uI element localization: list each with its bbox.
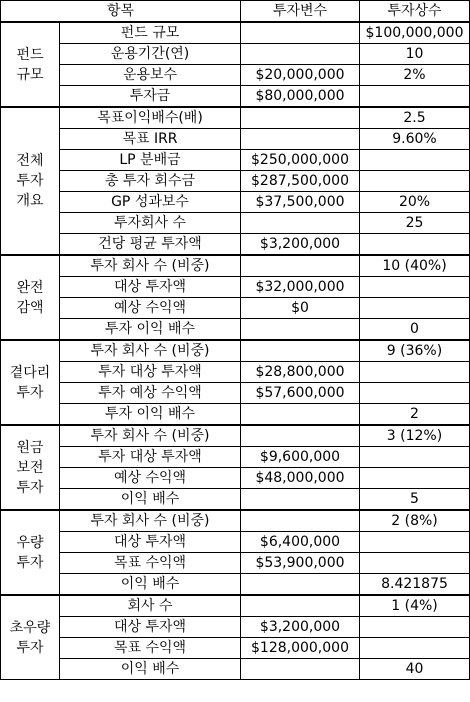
group-label-line: 투자: [16, 554, 44, 571]
header-constant[interactable]: 투자상수: [360, 1, 470, 23]
item-cell[interactable]: 건당 평균 투자액: [60, 234, 241, 256]
table-row: [1, 129, 470, 150]
table-row: [1, 234, 470, 256]
item-cell[interactable]: 대상 투자액: [60, 617, 241, 638]
table-row: [1, 192, 470, 213]
constant-cell[interactable]: 9 (36%): [360, 340, 470, 362]
variable-cell[interactable]: $20,000,000: [241, 65, 360, 86]
item-cell[interactable]: 펀드 규모: [60, 22, 241, 44]
table-row: [1, 86, 470, 108]
group-label-line: 감액: [16, 299, 44, 316]
item-cell[interactable]: 투자회사 수: [60, 213, 241, 234]
table-row: [1, 22, 470, 44]
item-cell[interactable]: 투자 회사 수 (비중): [60, 340, 241, 362]
variable-cell[interactable]: $9,600,000: [241, 447, 360, 468]
group-label-line: 곁다리: [9, 364, 51, 381]
table-row: [1, 255, 470, 277]
constant-cell[interactable]: 0: [360, 319, 470, 341]
group-label-line: 개요: [16, 193, 44, 209]
group-label-line: 완전: [16, 279, 44, 296]
variable-cell[interactable]: $0: [241, 298, 360, 319]
item-cell[interactable]: 투자 이익 배수: [60, 404, 241, 426]
table-row: [1, 617, 470, 638]
variable-cell[interactable]: [241, 404, 360, 426]
item-cell[interactable]: 투자 회사 수 (비중): [60, 425, 241, 447]
variable-cell[interactable]: $32,000,000: [241, 277, 360, 298]
item-cell[interactable]: 목표 수익액: [60, 553, 241, 574]
variable-cell[interactable]: $28,800,000: [241, 362, 360, 383]
item-cell[interactable]: 투자 대상 투자액: [60, 362, 241, 383]
table-row: [1, 468, 470, 489]
item-cell[interactable]: 예상 수익액: [60, 298, 241, 319]
item-cell[interactable]: 이익 배수: [60, 489, 241, 511]
constant-cell[interactable]: 40: [360, 659, 470, 680]
constant-cell[interactable]: [360, 277, 470, 298]
variable-cell[interactable]: $287,500,000: [241, 171, 360, 192]
table-row: [1, 489, 470, 511]
variable-cell[interactable]: $57,600,000: [241, 383, 360, 404]
constant-cell[interactable]: [360, 468, 470, 489]
group-label-line: 초우량: [9, 619, 51, 636]
table-row: [1, 659, 470, 680]
item-cell[interactable]: 투자 이익 배수: [60, 319, 241, 341]
constant-cell[interactable]: 1 (4%): [360, 595, 470, 617]
table-row: [1, 595, 470, 617]
group-label-cell[interactable]: [1, 22, 60, 107]
item-cell[interactable]: 회사 수: [60, 595, 241, 617]
constant-cell[interactable]: 9.60%: [360, 129, 470, 150]
table-row: [1, 298, 470, 319]
item-cell[interactable]: 이익 배수: [60, 574, 241, 596]
variable-cell[interactable]: [241, 340, 360, 362]
constant-cell[interactable]: [360, 171, 470, 192]
constant-cell[interactable]: [360, 234, 470, 256]
constant-cell[interactable]: [360, 638, 470, 659]
table-row: [1, 150, 470, 171]
constant-cell[interactable]: [360, 447, 470, 468]
variable-cell[interactable]: $3,200,000: [241, 234, 360, 256]
group-label-line: 투자: [16, 384, 44, 401]
table-row: [1, 553, 470, 574]
table-row: [1, 319, 470, 341]
item-cell[interactable]: 운용기간(연): [60, 44, 241, 65]
constant-cell[interactable]: 5: [360, 489, 470, 511]
constant-cell[interactable]: [360, 150, 470, 171]
group-label-line: 투자: [16, 479, 44, 496]
constant-cell[interactable]: 10: [360, 44, 470, 65]
table-row: [1, 213, 470, 234]
table-row: [1, 447, 470, 468]
table-row: [1, 510, 470, 532]
constant-cell[interactable]: 2: [360, 404, 470, 426]
table-row: [1, 425, 470, 447]
item-cell[interactable]: 투자 회사 수 (비중): [60, 255, 241, 277]
item-cell[interactable]: 대상 투자액: [60, 277, 241, 298]
constant-cell[interactable]: [360, 86, 470, 108]
group-label-line: 규모: [16, 66, 44, 83]
constant-cell[interactable]: 8.421875: [360, 574, 470, 596]
item-cell[interactable]: 투자금: [60, 86, 241, 108]
item-cell[interactable]: 총 투자 회수금: [60, 171, 241, 192]
group-label-cell[interactable]: [1, 340, 60, 425]
variable-cell[interactable]: [241, 213, 360, 234]
variable-cell[interactable]: [241, 425, 360, 447]
group-label-line: 투자: [16, 639, 44, 656]
table-row: [1, 277, 470, 298]
constant-cell[interactable]: [360, 617, 470, 638]
variable-cell[interactable]: [241, 22, 360, 44]
item-cell[interactable]: 이익 배수: [60, 659, 241, 680]
variable-cell[interactable]: $6,400,000: [241, 532, 360, 553]
variable-cell[interactable]: [241, 319, 360, 341]
item-cell[interactable]: 투자 예상 수익액: [60, 383, 241, 404]
item-cell[interactable]: 투자 대상 투자액: [60, 447, 241, 468]
constant-cell[interactable]: 2%: [360, 65, 470, 86]
group-label-line: 우량: [16, 534, 44, 551]
constant-cell[interactable]: [360, 553, 470, 574]
table-row: [1, 638, 470, 659]
item-cell[interactable]: 운용보수: [60, 65, 241, 86]
constant-cell[interactable]: 20%: [360, 192, 470, 213]
variable-cell[interactable]: $250,000,000: [241, 150, 360, 171]
table-row: [1, 171, 470, 192]
item-cell[interactable]: 대상 투자액: [60, 532, 241, 553]
header-item[interactable]: 항목: [1, 1, 241, 23]
variable-cell[interactable]: [241, 489, 360, 511]
variable-cell[interactable]: $37,500,000: [241, 192, 360, 213]
item-cell[interactable]: 투자 회사 수 (비중): [60, 510, 241, 532]
table-row: [1, 65, 470, 86]
variable-cell[interactable]: [241, 107, 360, 129]
variable-cell[interactable]: $80,000,000: [241, 86, 360, 108]
variable-cell[interactable]: [241, 659, 360, 680]
variable-cell[interactable]: [241, 255, 360, 277]
table-row: [1, 362, 470, 383]
constant-cell[interactable]: [360, 298, 470, 319]
table-row: [1, 574, 470, 596]
group-label-line: 투자: [16, 173, 44, 189]
variable-cell[interactable]: [241, 595, 360, 617]
item-cell[interactable]: 목표이익배수(배): [60, 107, 241, 129]
variable-cell[interactable]: [241, 510, 360, 532]
variable-cell[interactable]: $53,900,000: [241, 553, 360, 574]
group-label-line: 원금: [16, 439, 44, 456]
group-label-cell[interactable]: [1, 595, 60, 680]
item-cell[interactable]: 예상 수익액: [60, 468, 241, 489]
group-label-cell[interactable]: [1, 425, 60, 510]
variable-cell[interactable]: [241, 129, 360, 150]
item-cell[interactable]: GP 성과보수: [60, 192, 241, 213]
group-label-line: 전체: [16, 153, 44, 169]
variable-cell[interactable]: [241, 574, 360, 596]
table-row: [1, 532, 470, 553]
variable-cell[interactable]: $3,200,000: [241, 617, 360, 638]
group-label-line: 펀드: [16, 46, 44, 63]
header-variable[interactable]: 투자변수: [241, 1, 360, 23]
constant-cell[interactable]: [360, 532, 470, 553]
constant-cell[interactable]: 25: [360, 213, 470, 234]
table-row: [1, 107, 470, 129]
table-row: [1, 340, 470, 362]
table-row: [1, 383, 470, 404]
variable-cell[interactable]: [241, 44, 360, 65]
header-row: [1, 1, 470, 23]
group-label-cell[interactable]: [1, 107, 60, 255]
constant-cell[interactable]: [360, 362, 470, 383]
constant-cell[interactable]: 3 (12%): [360, 425, 470, 447]
group-label-cell[interactable]: [1, 510, 60, 595]
constant-cell[interactable]: 2.5: [360, 107, 470, 129]
constant-cell[interactable]: $100,000,000: [360, 22, 470, 44]
table-row: [1, 44, 470, 65]
constant-cell[interactable]: 10 (40%): [360, 255, 470, 277]
group-label-line: 보전: [16, 459, 44, 476]
variable-cell[interactable]: $128,000,000: [241, 638, 360, 659]
item-cell[interactable]: 목표 IRR: [60, 129, 241, 150]
table-row: [1, 404, 470, 426]
constant-cell[interactable]: [360, 383, 470, 404]
variable-cell[interactable]: $48,000,000: [241, 468, 360, 489]
table-body: [1, 22, 470, 680]
item-cell[interactable]: 목표 수익액: [60, 638, 241, 659]
constant-cell[interactable]: 2 (8%): [360, 510, 470, 532]
item-cell[interactable]: LP 분배금: [60, 150, 241, 171]
group-label-cell[interactable]: [1, 255, 60, 340]
